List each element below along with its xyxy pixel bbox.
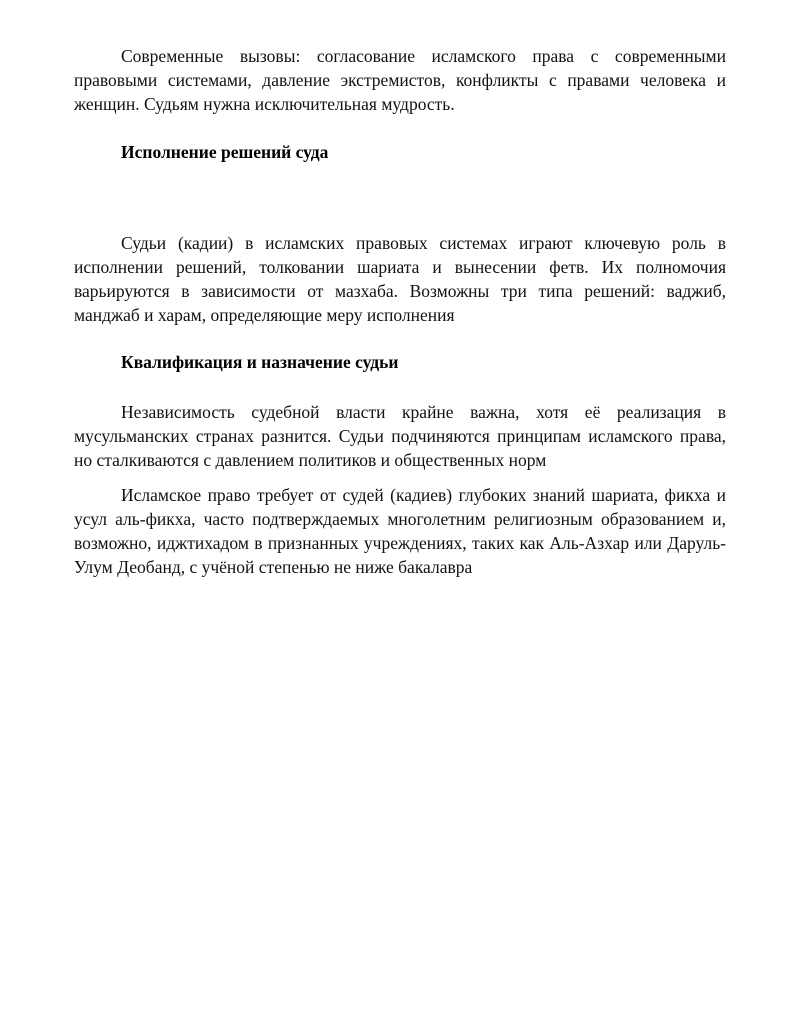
- paragraph-qualification-requirements: Исламское право требует от судей (кадиев) глубоких знаний шариата, фикха и усул аль-фикха, часто подтверждаемых многолетним религиозным образованием и, возможно, иджтихадом в признанных учреждениях, таких как Аль-Азхар или Даруль-Улум Деобанд, с учёной степенью не ниже бакалавра: [74, 485, 726, 577]
- document-body: [74, 44, 726, 579]
- heading-qualification: Квалификация и назначение судьи: [121, 352, 399, 372]
- paragraph-judicial-independence: Независимость судебной власти крайне важна, хотя её реализация в мусульманских странах разнится. Судьи подчиняются принципам исламского права, но сталкиваются с давлением политиков и общественных норм: [74, 402, 726, 470]
- heading-enforcement: Исполнение решений суда: [121, 142, 329, 162]
- paragraph-modern-challenges: Современные вызовы: согласование исламского права с современными правовыми системами, давление экстремистов, конфликты с правами человека и женщин. Судьям нужна исключительная мудрость.: [74, 46, 726, 114]
- paragraph-judges-role: Судьи (кадии) в исламских правовых системах играют ключевую роль в исполнении решений, толковании шариата и вынесении фетв. Их полномочия варьируются в зависимости от мазхаба. Возможны три типа решений: ваджиб, манджаб и харам, определяющие меру исполнения: [74, 233, 726, 325]
